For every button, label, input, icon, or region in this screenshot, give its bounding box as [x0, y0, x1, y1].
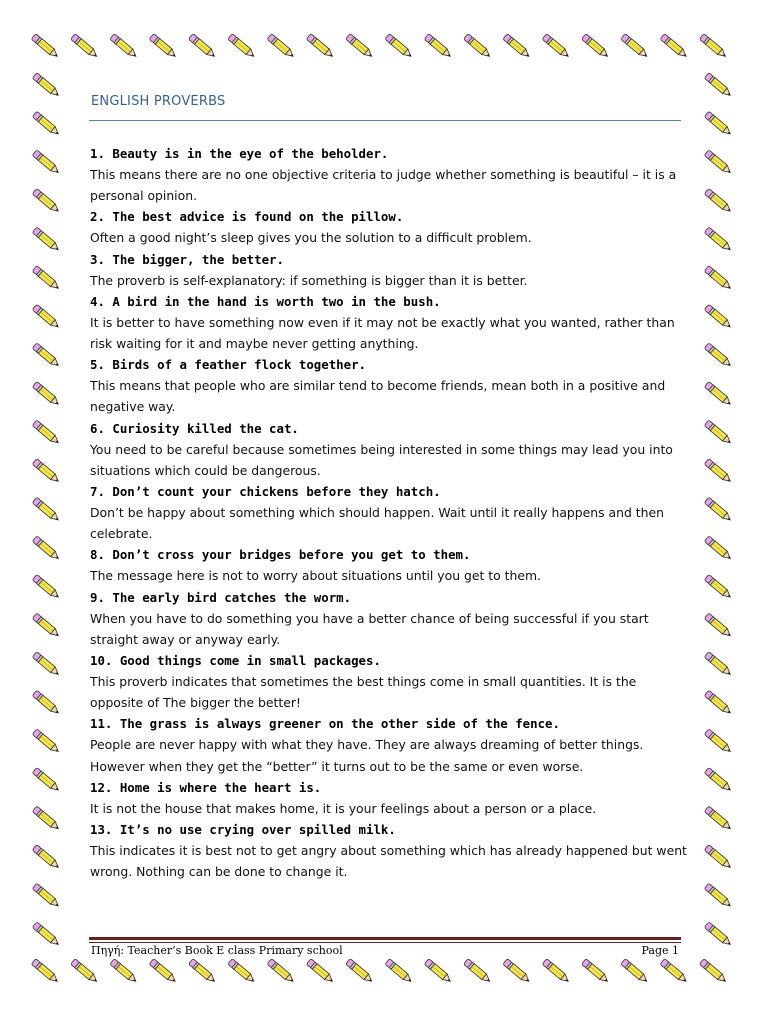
proverb-item: [90, 354, 690, 417]
pencil-icon: [424, 34, 453, 60]
pencil-icon: [346, 34, 375, 60]
pencil-icon: [542, 34, 571, 60]
pencil-icon: [267, 34, 296, 60]
pencil-icon: [503, 959, 532, 985]
pencil-icon: [704, 111, 733, 137]
pencil-icon: [188, 34, 217, 60]
pencil-icon: [385, 959, 414, 985]
pencil-icon: [31, 959, 60, 985]
pencil-icon: [581, 34, 610, 60]
proverb-explanation: Don’t be happy about something which should happen. Wait until it really happens and then celebrate.: [90, 505, 664, 542]
pencil-icon: [31, 34, 60, 60]
proverb-explanation: Often a good night’s sleep gives you the solution to a difficult problem.: [90, 230, 532, 246]
pencil-icon: [704, 381, 733, 407]
pencil-icon: [32, 420, 61, 446]
pencil-icon: [32, 845, 61, 871]
footer-page-number: Page 1: [641, 944, 679, 957]
pencil-icon: [32, 111, 61, 137]
pencil-icon: [32, 497, 61, 523]
proverb-title: 12. Home is where the heart is.: [90, 779, 322, 795]
pencil-icon: [704, 574, 733, 600]
pencil-icon: [704, 420, 733, 446]
pencil-icon: [32, 767, 61, 793]
pencil-icon: [621, 34, 650, 60]
proverb-item: [90, 291, 690, 354]
pencil-icon: [463, 34, 492, 60]
pencil-icon: [704, 459, 733, 485]
pencil-icon: [704, 690, 733, 716]
proverb-explanation: The proverb is self-explanatory: if something is bigger than it is better.: [90, 272, 528, 288]
proverb-item: [90, 418, 690, 481]
proverb-explanation: People are never happy with what they have. They are always dreaming of better things. However when they get the “better” it turns out to be the same or even worse.: [90, 737, 644, 774]
proverb-title: 5. Birds of a feather flock together.: [90, 357, 367, 373]
pencil-icon: [424, 959, 453, 985]
title-divider: [89, 120, 681, 121]
pencil-icon: [32, 613, 61, 639]
proverb-explanation: You need to be careful because sometimes being interested in some things may lead you into situations which could be dangerous.: [90, 441, 673, 478]
pencil-icon: [699, 959, 728, 985]
proverb-title: 10. Good things come in small packages.: [90, 653, 381, 669]
proverb-item: [90, 544, 690, 586]
proverb-explanation: This means that people who are similar tend to become friends, mean both in a positive and negative way.: [90, 378, 666, 415]
proverb-item: [90, 777, 690, 819]
footer-divider-thin: [89, 942, 681, 943]
pencil-icon: [110, 34, 139, 60]
pencil-icon: [188, 959, 217, 985]
pencil-icon: [621, 959, 650, 985]
proverb-title: 4. A bird in the hand is worth two in the bush.: [90, 293, 441, 309]
pencil-icon: [704, 536, 733, 562]
pencil-icon: [149, 959, 178, 985]
pencil-icon: [704, 188, 733, 214]
pencil-icon: [660, 959, 689, 985]
pencil-icon: [704, 497, 733, 523]
pencil-icon: [32, 343, 61, 369]
pencil-icon: [32, 652, 61, 678]
proverb-explanation: This indicates it is best not to get angry about something which has already happened but went wrong. Nothing can be done to change it.: [90, 843, 687, 880]
pencil-icon: [32, 690, 61, 716]
proverb-explanation: When you have to do something you have a better chance of being successful if you start straight away or anyway early.: [90, 610, 649, 647]
pencil-icon: [32, 150, 61, 176]
pencil-icon: [32, 536, 61, 562]
pencil-icon: [704, 806, 733, 832]
pencil-icon: [32, 304, 61, 330]
proverb-item: [90, 143, 690, 206]
pencil-icon: [70, 34, 99, 60]
pencil-icon: [704, 883, 733, 909]
proverb-title: 1. Beauty is in the eye of the beholder.: [90, 146, 389, 161]
pencil-icon: [704, 922, 733, 948]
pencil-icon: [581, 959, 610, 985]
proverb-title: 2. The best advice is found on the pillow.: [90, 209, 404, 225]
pencil-icon: [32, 188, 61, 214]
pencil-icon: [704, 613, 733, 639]
pencil-icon: [70, 959, 99, 985]
pencil-icon: [110, 959, 139, 985]
pencil-icon: [385, 34, 414, 60]
pencil-icon: [32, 459, 61, 485]
pencil-icon: [32, 922, 61, 948]
pencil-icon: [306, 34, 335, 60]
proverb-item: [90, 713, 690, 776]
pencil-icon: [704, 652, 733, 678]
proverb-title: 9. The early bird catches the worm.: [90, 589, 352, 605]
pencil-icon: [503, 34, 532, 60]
pencil-icon: [704, 343, 733, 369]
pencil-icon: [32, 381, 61, 407]
pencil-icon: [32, 574, 61, 600]
pencil-icon: [463, 959, 492, 985]
pencil-icon: [704, 73, 733, 99]
proverb-list: [90, 143, 690, 882]
pencil-icon: [228, 959, 257, 985]
pencil-icon: [704, 266, 733, 292]
pencil-icon: [32, 806, 61, 832]
pencil-icon: [306, 959, 335, 985]
proverb-title: 8. Don’t cross your bridges before you get to them.: [90, 547, 471, 563]
pencil-icon: [32, 883, 61, 909]
proverb-explanation: This proverb indicates that sometimes the best things come in small quantities. It is the opposite of The bigger the better!: [90, 674, 637, 711]
proverb-title: 6. Curiosity killed the cat.: [90, 420, 299, 436]
pencil-icon: [32, 266, 61, 292]
pencil-icon: [704, 729, 733, 755]
pencil-icon: [32, 227, 61, 253]
pencil-icon: [32, 73, 61, 99]
pencil-icon: [704, 845, 733, 871]
pencil-icon: [704, 227, 733, 253]
pencil-icon: [699, 34, 728, 60]
proverb-explanation: The message here is not to worry about situations until you get to them.: [90, 568, 541, 584]
proverb-item: [90, 650, 690, 713]
page-title: ENGLISH PROVERBS: [91, 94, 226, 109]
pencil-icon: [704, 304, 733, 330]
proverb-item: [90, 819, 690, 882]
proverb-item: [90, 587, 690, 650]
pencil-icon: [267, 959, 296, 985]
pencil-icon: [542, 959, 571, 985]
footer-source: Πηγή: Teacher’s Book E class Primary school: [91, 944, 343, 957]
pencil-icon: [149, 34, 178, 60]
footer-divider-thick: [89, 937, 681, 940]
proverb-explanation: This means there are no one objective criteria to judge whether something is beautiful – it is a personal opinion.: [90, 167, 677, 204]
proverb-title: 11. The grass is always greener on the other side of the fence.: [90, 716, 560, 732]
proverb-explanation: It is not the house that makes home, it is your feelings about a person or a place.: [90, 800, 597, 816]
proverb-title: 13. It’s no use crying over spilled milk.: [90, 822, 396, 838]
pencil-icon: [228, 34, 257, 60]
pencil-icon: [346, 959, 375, 985]
pencil-icon: [704, 150, 733, 176]
proverb-title: 3. The bigger, the better.: [90, 251, 284, 267]
proverb-item: [90, 206, 690, 248]
pencil-icon: [660, 34, 689, 60]
proverb-explanation: It is better to have something now even if it may not be exactly what you wanted, rather than risk waiting for it and maybe never getting anything.: [90, 314, 675, 352]
proverb-item: [90, 249, 690, 291]
pencil-icon: [32, 729, 61, 755]
pencil-icon: [704, 767, 733, 793]
proverb-item: [90, 481, 690, 544]
proverb-title: 7. Don’t count your chickens before they hatch.: [90, 484, 441, 500]
